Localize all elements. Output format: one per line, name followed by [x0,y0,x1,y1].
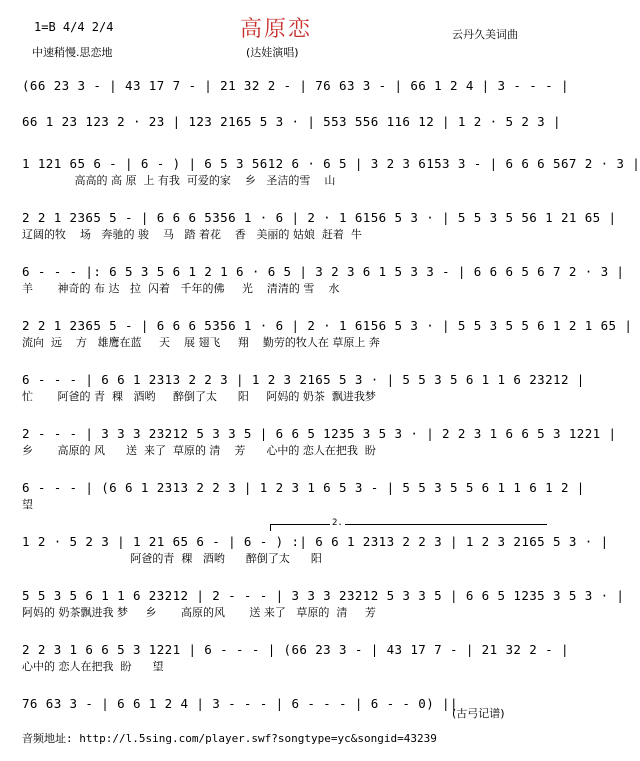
notes-line: 2 2 1 2365 5 - | 6 6 6 5356 1 · 6 | 2 · 1 6156 5 3 · | 5 5 3 5 5 6 1 2 1 65 | [22,318,633,333]
score-row [22,642,569,674]
score-row [22,210,617,242]
score-row [22,156,640,188]
score-row [22,426,617,458]
score-row [22,480,585,512]
lyrics-line: 羊 神奇的 布 达 拉 闪着 千年的佛 光 清清的 雪 水 [22,282,340,295]
key-signature: 1=B 4/4 2/4 [34,20,114,34]
score-row [22,534,609,566]
notes-line: (66 23 3 - | 43 17 7 - | 21 32 2 - | 76 63 3 - | 66 1 2 4 | 3 - - - | [22,78,569,93]
score-row [22,78,569,110]
repeat-ending-bracket [270,524,547,531]
repeat-ending-label: 2. [332,518,343,528]
notes-line: 76 63 3 - | 6 6 1 2 4 | 3 - - - | 6 - - - | 6 - - 0) || [22,696,458,711]
lyrics-line: 辽阔的牧 场 奔驰的 骏 马 踏 着花 香 美丽的 姑娘 赶着 牛 [22,228,362,241]
notes-line: 1 2 · 5 2 3 | 1 21 65 6 - | 6 - ) :| 6 6 1 2313 2 2 3 | 1 2 3 2165 5 3 · | [22,534,609,549]
score-row [22,264,625,296]
composer-credit: 云丹久美词曲 [452,28,518,41]
lyrics-line: 心中的 恋人在把我 盼 望 [22,660,164,673]
audio-link[interactable]: 音频地址: http://l.5sing.com/player.swf?songtype=yc&songid=43239 [22,732,437,745]
notes-line: 2 2 1 2365 5 - | 6 6 6 5356 1 · 6 | 2 · 1 6156 5 3 · | 5 5 3 5 56 1 21 65 | [22,210,617,225]
notes-line: 6 - - - | (6 6 1 2313 2 2 3 | 1 2 3 1 6 5 3 - | 5 5 3 5 5 6 1 1 6 1 2 | [22,480,585,495]
transcriber-credit: (古弓记谱) [452,707,505,720]
notes-line: 2 2 3 1 6 6 5 3 1221 | 6 - - - | (66 23 3 - | 43 17 7 - | 21 32 2 - | [22,642,569,657]
score-row [22,588,625,620]
lyrics-line: 阿妈的 奶茶飘进我 梦 乡 高原的风 送 来了 草原的 清 芳 [22,606,376,619]
score-row [22,114,561,146]
notes-line: 5 5 3 5 6 1 1 6 23212 | 2 - - - | 3 3 3 23212 5 3 3 5 | 6 6 5 1235 3 5 3 · | [22,588,625,603]
notes-line: 6 - - - |: 6 5 3 5 6 1 2 1 6 · 6 5 | 3 2 3 6 1 5 3 3 - | 6 6 6 5 6 7 2 · 3 | [22,264,625,279]
notes-line: 6 - - - | 6 6 1 2313 2 2 3 | 1 2 3 2165 5 3 · | 5 5 3 5 6 1 1 6 23212 | [22,372,585,387]
singer-credit: (达娃演唱) [246,46,299,59]
lyrics-line: 忙 阿爸的 青 稞 酒哟 醉倒了太 阳 阿妈的 奶茶 飘进我梦 [22,390,376,403]
lyrics-line [22,96,546,110]
lyrics-line: 高高的 高 原 上 有我 可爱的家 乡 圣洁的雪 山 [22,174,336,187]
notes-line: 2 - - - | 3 3 3 23212 5 3 3 5 | 6 6 5 1235 3 5 3 · | 2 2 3 1 6 6 5 3 1221 | [22,426,617,441]
song-title: 高原恋 [240,17,313,42]
score-row [22,372,585,404]
notes-line: 1 121 65 6 - | 6 - ) | 6 5 3 5612 6 · 6 5 | 3 2 3 6153 3 - | 6 6 6 567 2 · 3 | [22,156,640,171]
score-row [22,318,633,350]
lyrics-line [22,132,546,146]
lyrics-line: 乡 高原的 风 送 来了 草原的 清 芳 心中的 恋人在把我 盼 [22,444,376,457]
tempo-marking: 中速稍慢.思恋地 [32,46,113,59]
lyrics-line: 阿爸的青 稞 酒哟 醉倒了太 阳 [22,552,322,565]
notes-line: 66 1 23 123 2 · 23 | 123 2165 5 3 · | 553 556 116 12 | 1 2 · 5 2 3 | [22,114,561,129]
lyrics-line: 流向 远 方 雄鹰在蓝 天 展 翅飞 翔 勤劳的牧人在 草原上 奔 [22,336,380,349]
lyrics-line: 望 [22,498,33,511]
